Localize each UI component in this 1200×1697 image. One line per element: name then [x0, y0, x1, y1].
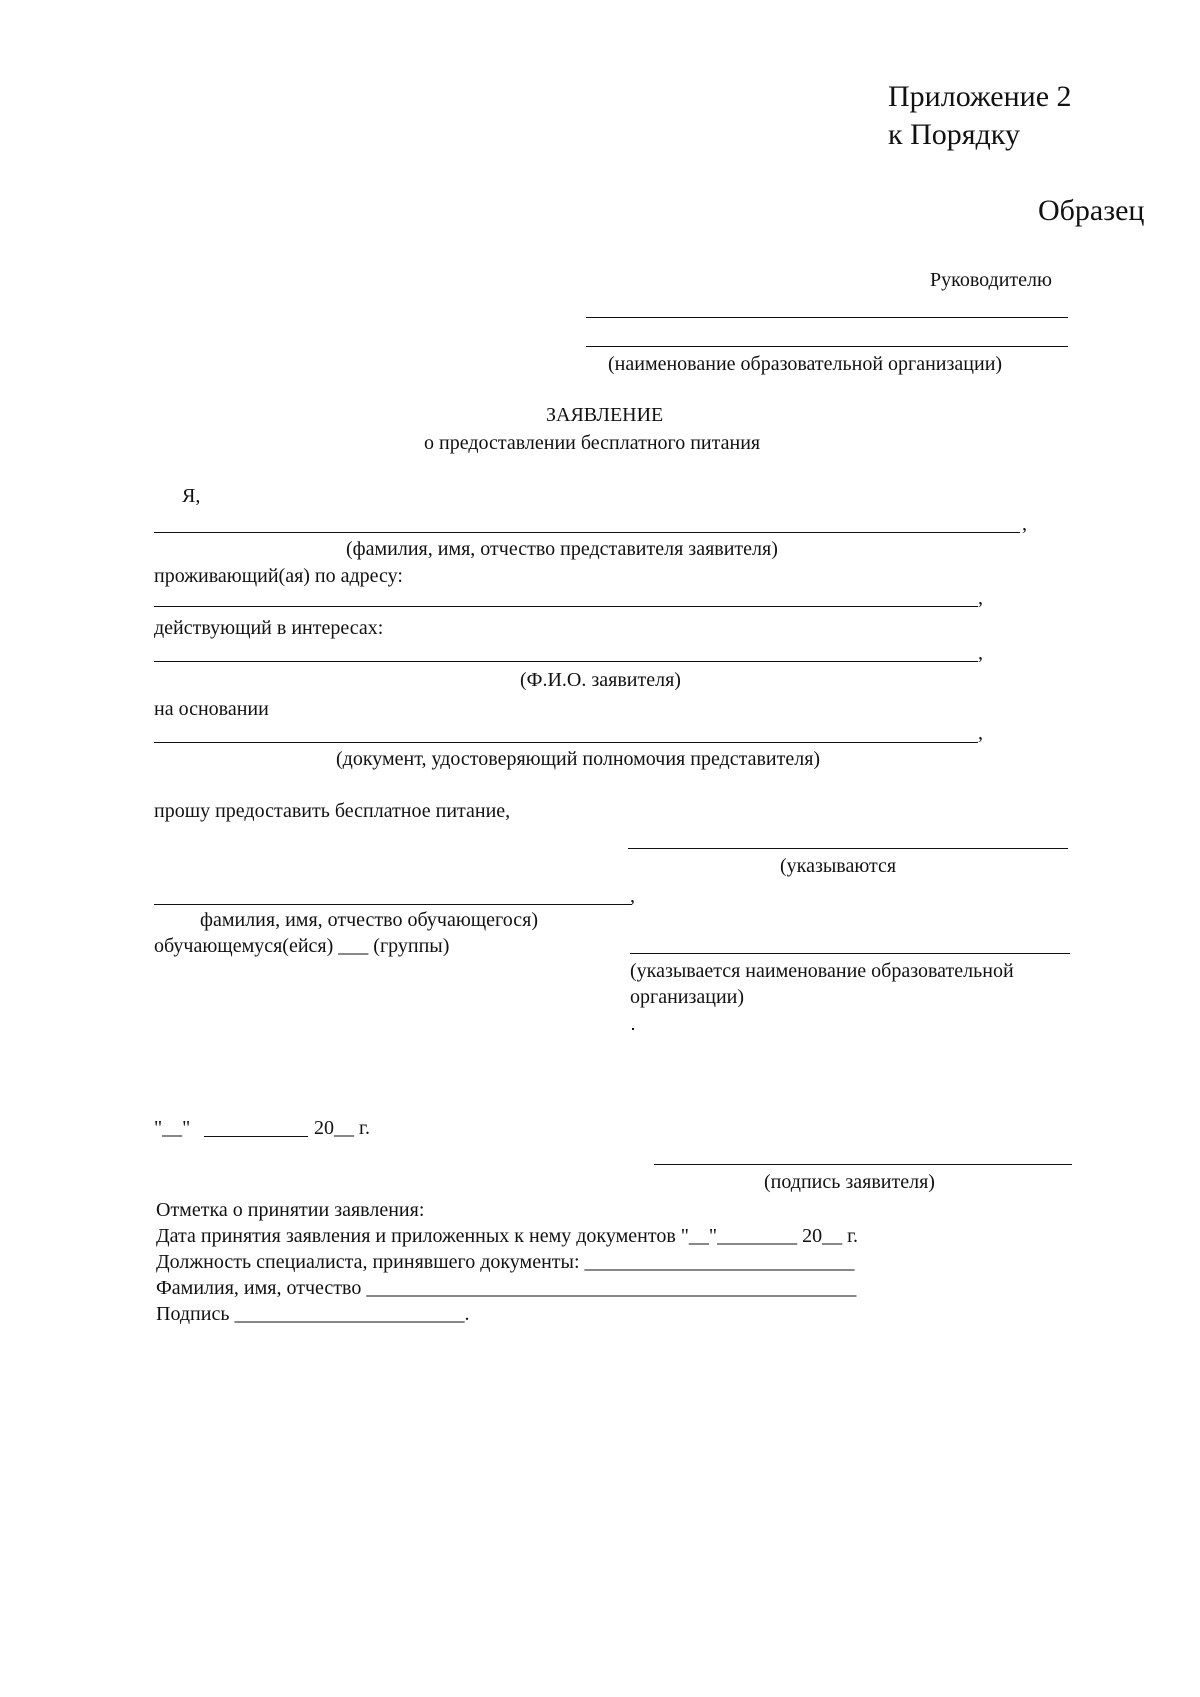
- acceptance-position-line: Должность специалиста, принявшего документы: ___________________________: [156, 1251, 855, 1273]
- student-group: обучающемуся(ейся) ___ (группы): [154, 935, 450, 957]
- acting-label: действующий в интересах:: [154, 617, 384, 639]
- addressee-line-1[interactable]: [586, 317, 1068, 318]
- request-text: прошу предоставить бесплатное питание,: [154, 800, 511, 822]
- rep-name-line[interactable]: [154, 532, 1020, 533]
- document-caption: (документ, удостоверяющий полномочия представителя): [336, 748, 821, 770]
- address-label: проживающий(ая) по адресу:: [154, 565, 403, 587]
- applicant-line[interactable]: [154, 661, 978, 662]
- school-line[interactable]: [630, 953, 1070, 954]
- applicant-signature-line[interactable]: [654, 1164, 1072, 1165]
- document-subtitle: о предоставлении бесплатного питания: [424, 432, 761, 454]
- basis-label: на основании: [154, 698, 269, 720]
- document-line[interactable]: [154, 742, 978, 743]
- period-dot: [632, 1028, 634, 1030]
- indicated-line[interactable]: [628, 848, 1068, 849]
- student-name-line[interactable]: [154, 904, 632, 905]
- appendix-title: Приложение 2: [888, 80, 1072, 113]
- acceptance-signature-line: Подпись _______________________.: [156, 1303, 470, 1325]
- indicated-caption: (указываются: [780, 855, 897, 877]
- i-label: Я,: [182, 485, 201, 507]
- rep-name-caption: (фамилия, имя, отчество представителя заявителя): [346, 538, 778, 560]
- comma: ,: [978, 722, 983, 744]
- comma: ,: [630, 885, 635, 907]
- date-quote: "__": [154, 1117, 191, 1139]
- applicant-caption: (Ф.И.О. заявителя): [520, 669, 681, 691]
- org-caption: (наименование образовательной организации): [608, 353, 1003, 375]
- address-line[interactable]: [154, 606, 978, 607]
- addressee-to: Руководителю: [930, 269, 1052, 291]
- school-caption-2: организации): [630, 986, 745, 1008]
- appendix-subtitle: к Порядку: [888, 118, 1020, 151]
- acceptance-label: Отметка о принятии заявления:: [156, 1199, 425, 1221]
- document-title: ЗАЯВЛЕНИЕ: [546, 404, 664, 426]
- addressee-line-2[interactable]: [586, 346, 1068, 347]
- date-month-line[interactable]: [204, 1136, 308, 1137]
- signature-caption: (подпись заявителя): [764, 1171, 935, 1193]
- comma: ,: [1022, 513, 1027, 535]
- acceptance-date-line: Дата принятия заявления и приложенных к нему документов "__"________ 20__ г.: [156, 1225, 859, 1247]
- acceptance-name-line: Фамилия, имя, отчество _________________________________________________: [156, 1277, 857, 1299]
- student-caption: фамилия, имя, отчество обучающегося): [200, 909, 538, 931]
- comma: ,: [978, 642, 983, 664]
- date-year: 20__ г.: [314, 1117, 370, 1139]
- sample-label: Образец: [1038, 194, 1145, 227]
- comma: ,: [978, 587, 983, 609]
- school-caption-1: (указывается наименование образовательной: [630, 960, 1014, 982]
